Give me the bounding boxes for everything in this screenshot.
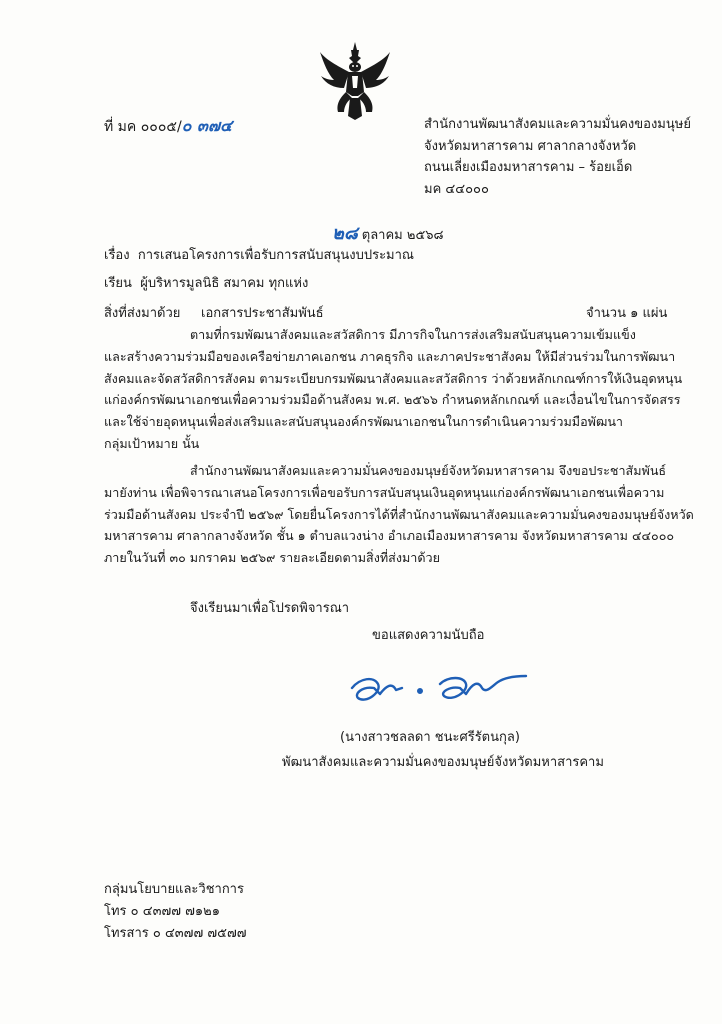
address-line: สำนักงานพัฒนาสังคมและความมั่นคงของมนุษย์ [424,117,691,132]
paragraph-line: สังคมและจัดสวัสดิการสังคม ตามระเบียบกรมพัฒนาสังคมและสวัสดิการ ว่าด้วยหลักเกณฑ์การให้เงินอุดหนุน [104,370,683,386]
attachment-label: สิ่งที่ส่งมาด้วย [104,306,181,321]
letter-number-prefix: ที่ มค ๐๐๐๕/ [104,119,182,135]
paragraph-line: ร่วมมือด้านสังคม ประจำปี ๒๕๖๙ โดยยื่นโครงการได้ที่สำนักงานพัฒนาสังคมและความมั่นคงของมนุษย์จังหวัด [104,506,694,522]
paragraph-line: ภายในวันที่ ๓๐ มกราคม ๒๕๖๙ รายละเอียดตามสิ่งที่ส่งมาด้วย [104,550,440,566]
attachment-text: เอกสารประชาสัมพันธ์ [201,306,324,321]
footer-fax: โทรสาร ๐ ๔๓๗๗ ๗๕๗๗ [104,926,247,941]
respect-line: ขอแสดงความนับถือ [372,628,485,643]
recipient-text: ผู้บริหารมูลนิธิ สมาคม ทุกแห่ง [140,276,309,291]
recipient-line [104,272,308,293]
subject-text: การเสนอโครงการเพื่อรับการสนับสนุนงบประมาณ [137,248,414,263]
paragraph-line: และสร้างความร่วมมือของเครือข่ายภาคเอกชน ภาคธุรกิจ และภาคประชาสังคม ให้มีส่วนร่วมในการพัฒนา [104,348,676,364]
paragraph-line: และใช้จ่ายอุดหนุนเพื่อส่งเสริมและสนับสนุนองค์กรพัฒนาเอกชนในการดำเนินความร่วมมือพัฒนา [104,414,624,430]
address-line: มค ๔๔๐๐๐ [424,181,489,197]
signer-position: พัฒนาสังคมและความมั่นคงของมนุษย์จังหวัดมหาสารคาม [282,755,604,770]
attachment-line [104,302,324,323]
address-line: จังหวัดมหาสารคาม ศาลากลางจังหวัด [424,138,637,154]
footer-phone: โทร ๐ ๔๓๗๗ ๗๑๒๑ [104,904,220,919]
garuda-emblem-icon [318,40,392,120]
paragraph-line: มายังท่าน เพื่อพิจารณาเสนอโครงการเพื่อขอรับการสนับสนุนเงินอุดหนุนแก่องค์กรพัฒนาเอกชนเพื่อความ [104,484,665,500]
footer-department: กลุ่มนโยบายและวิชาการ [104,882,244,897]
letter-date [332,218,444,247]
letter-number [104,114,232,139]
subject-line [104,244,414,265]
address-line: ถนนเลี่ยงเมืองมหาสารคาม – ร้อยเอ็ด [424,160,633,175]
handwritten-signature [344,664,534,714]
date-month-year: ตุลาคม ๒๕๖๘ [361,228,444,243]
sender-address [424,114,691,200]
paragraph-line: กลุ่มเป้าหมาย นั้น [104,435,200,451]
closing-line: จึงเรียนมาเพื่อโปรดพิจารณา [190,601,350,616]
paragraph-line: แก่องค์กรพัฒนาเอกชนเพื่อความร่วมมือด้านสังคม พ.ศ. ๒๕๖๖ กำหนดหลักเกณฑ์ และเงื่อนไขในการจัดสรร [104,392,681,408]
paragraph-line: สำนักงานพัฒนาสังคมและความมั่นคงของมนุษย์จังหวัดมหาสารคาม จึงขอประชาสัมพันธ์ [190,463,667,478]
body-paragraph-2 [104,460,694,569]
letter-number-handwritten: ๐ ๓๗๔ [181,116,233,135]
paragraph-line: มหาสารคาม ศาลากลางจังหวัด ชั้น ๑ ตำบลแวงน่าง อำเภอเมืองมหาสารคาม จังหวัดมหาสารคาม ๔๔๐๐๐ [104,528,675,544]
date-day-handwritten: ๒๘ [332,223,358,244]
attachment-count: จำนวน ๑ แผ่น [586,306,668,321]
subject-label: เรื่อง [104,248,130,263]
body-paragraph-1 [104,324,683,455]
recipient-label: เรียน [104,276,132,291]
signer-name: (นางสาวชลลดา ชนะศรีรัตนกุล) [340,730,520,745]
paragraph-line: ตามที่กรมพัฒนาสังคมและสวัสดิการ มีภารกิจในการส่งเสริมสนับสนุนความเข้มแข็ง [190,327,636,342]
